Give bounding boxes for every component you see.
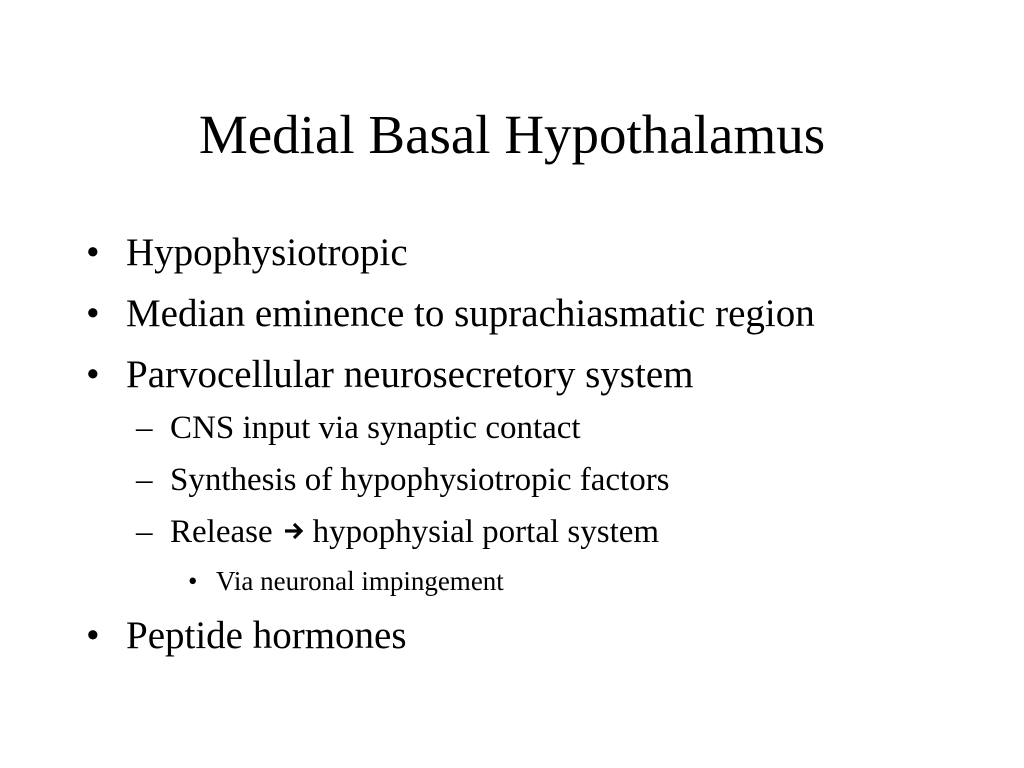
subbullet-text (170, 513, 659, 551)
subsubbullet-text: Via neuronal impingement (216, 566, 504, 596)
dash-marker: – (136, 410, 153, 446)
subsubbullet-via-neuronal (188, 565, 888, 615)
bullet-parvocellular (86, 353, 966, 403)
dash-marker: – (136, 514, 153, 550)
subbullet-text: CNS input via synaptic contact (170, 410, 581, 446)
dash-marker: – (136, 462, 153, 498)
subbullet-release (136, 513, 936, 563)
bullet-text: Hypophysiotropic (126, 231, 408, 274)
right-arrow-icon (283, 513, 305, 535)
bullet-marker: • (86, 353, 100, 396)
bullet-text: Median eminence to suprachiasmatic region (126, 292, 815, 335)
subbullet-cns-input (136, 409, 936, 459)
release-target: hypophysial portal system (312, 514, 660, 550)
bullet-peptide-hormones (86, 614, 966, 664)
bullet-marker: • (86, 614, 100, 657)
bullet-marker: • (86, 292, 100, 335)
subbullet-text: Synthesis of hypophysiotropic factors (170, 462, 670, 498)
bullet-marker: • (86, 231, 100, 274)
subbullet-synthesis (136, 461, 936, 511)
bullet-text: Peptide hormones (126, 614, 407, 657)
bullet-hypophysiotropic (86, 231, 966, 281)
bullet-marker: • (188, 566, 198, 596)
slide-title: Medial Basal Hypothalamus (198, 104, 826, 165)
bullet-median-eminence (86, 292, 966, 342)
release-label: Release (170, 514, 273, 550)
bullet-text: Parvocellular neurosecretory system (126, 353, 694, 396)
